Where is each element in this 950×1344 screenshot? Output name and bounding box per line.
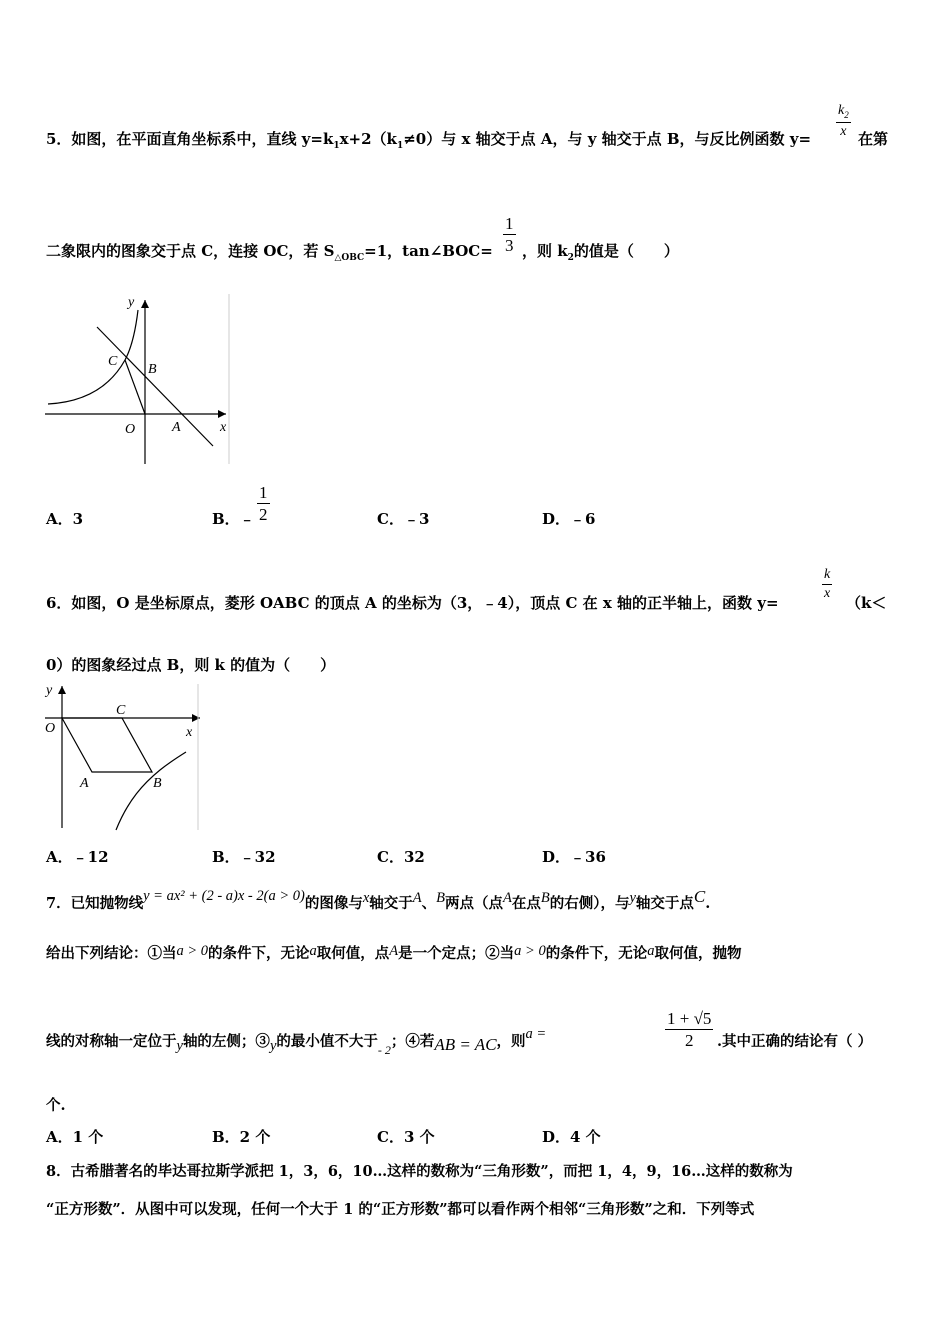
q5-text-5: 二象限内的图象交于点 C，连接 OC，若 S	[46, 242, 335, 260]
q7-text-14: 取何值，抛物	[654, 945, 742, 962]
q5-option-d	[542, 508, 595, 529]
q7-option-c	[377, 1126, 435, 1147]
q7-math-a: a	[309, 943, 317, 959]
q7-line4	[46, 1094, 66, 1115]
q7-option-d	[542, 1126, 601, 1147]
q7-line2	[46, 942, 741, 963]
q6-line1	[46, 592, 779, 613]
q5-line-ab	[97, 327, 213, 446]
q6-x-arrow	[192, 714, 200, 722]
q7-text-20: .其中正确的结论有（ ）	[717, 1033, 873, 1050]
q6-option-a	[46, 846, 109, 867]
q7-var-c: C	[693, 887, 706, 906]
q7-text-15: 线的对称轴一定位于	[46, 1033, 177, 1050]
q5-frac-k2-over-x	[836, 104, 851, 139]
q7-option-c-text: C．3 个	[377, 1128, 435, 1146]
q7-math-a-eq: a =	[525, 1026, 547, 1042]
q5-frac-k2-den: x	[840, 123, 847, 139]
q6-label-o: O	[45, 721, 56, 736]
q5-text-1: 5．如图，在平面直角坐标系中，直线 y=k	[46, 130, 334, 148]
q7-text-11: 取何值，点	[316, 945, 390, 962]
q5-option-b-text: B．﹣	[212, 510, 255, 528]
q5-text-8: 的值是（ ）	[573, 242, 679, 260]
q5-option-d-text: D．﹣6	[542, 510, 596, 528]
q6-label-y: y	[46, 683, 53, 698]
q5-text-6: =1，tan∠BOC=	[364, 242, 493, 260]
q7-text-12: 是一个定点；②当	[398, 945, 515, 962]
q5-label-o: O	[125, 422, 136, 437]
q6-label-c: C	[116, 703, 126, 718]
q5-line2-end	[522, 240, 679, 263]
q5-x-arrow	[218, 410, 226, 418]
q5-sub-3: △OBC	[334, 253, 365, 263]
q5-frac-den: 3	[505, 236, 514, 255]
q7-text-7: 轴交于点	[635, 895, 694, 912]
q5-label-c: C	[108, 354, 118, 369]
q7-var-a2: A	[502, 890, 512, 906]
q5-segment-oc	[125, 360, 145, 414]
q8-line1	[46, 1160, 793, 1181]
q7-text-8: .	[705, 895, 711, 912]
q7-line3	[46, 1026, 547, 1057]
q7-math-a-gt-0: a > 0	[176, 943, 209, 959]
q5-option-c-text: C．﹣3	[377, 510, 430, 528]
q6-option-d-text: D．﹣36	[542, 848, 606, 866]
q5-line2	[46, 240, 493, 263]
q7-option-a	[46, 1126, 103, 1147]
q7-text-5: 在点	[511, 895, 541, 912]
q6-label-b: B	[153, 776, 162, 791]
q7-var-x: x	[362, 890, 370, 906]
q8-line2	[46, 1198, 754, 1219]
q7-var-y: y	[629, 890, 636, 906]
q7-text-3: 轴交于	[369, 895, 413, 912]
q6-option-c-text: C．32	[377, 848, 425, 866]
q6-text-1: 6．如图，O 是坐标原点，菱形 OABC 的顶点 A 的坐标为（3，﹣4），顶点 C 在 x 轴的正半轴上，函数 y=	[46, 594, 779, 612]
q5-option-b	[212, 508, 255, 529]
q7-text-1: 7．已知抛物线	[46, 895, 144, 912]
q6-text-2: （k＜	[846, 594, 887, 612]
q7-text-19: ，则	[496, 1033, 526, 1050]
q5-sub-1: 1	[333, 141, 340, 151]
q5-line1-end	[858, 128, 888, 149]
q5-label-b: B	[148, 362, 157, 377]
q7-var-b1: B	[436, 890, 445, 906]
q6-frac-den: x	[824, 586, 831, 601]
q7-text-21: 个.	[46, 1097, 66, 1114]
q6-rhombus-oabc	[62, 718, 152, 772]
q7-text-18: ；④若	[390, 1033, 435, 1050]
q6-line2	[46, 654, 335, 675]
q6-figure	[40, 680, 210, 835]
q6-option-c	[377, 846, 425, 867]
q6-line1-end	[846, 592, 886, 613]
q7-math-minus-2: - 2	[377, 1043, 391, 1057]
q5-y-arrow	[141, 300, 149, 308]
q7-frac-num: 1 + √5	[667, 1009, 712, 1028]
q7-var-a1: A	[412, 890, 422, 906]
q7-math-a-b: a	[647, 943, 655, 959]
q7-frac-den: 2	[684, 1031, 694, 1050]
q7-math-point-a: A	[389, 943, 399, 959]
q7-frac-golden	[665, 1010, 713, 1049]
q5-option-c	[377, 508, 429, 529]
q7-line1	[46, 887, 711, 913]
q7-math-y2: y	[269, 1038, 277, 1054]
q5-option-a-text: A．3	[46, 510, 84, 528]
q6-option-b	[212, 846, 276, 867]
q5-frac-k2-sub: 2	[844, 109, 849, 120]
q5-line1	[46, 128, 811, 151]
q5-text-7: ，则 k	[522, 242, 568, 260]
q5-option-b-frac	[257, 484, 270, 523]
q5-sub-4: 2	[567, 253, 574, 263]
q5-label-x: x	[220, 420, 227, 435]
q5-sub-2: 1	[396, 141, 404, 151]
q5-text-4: 在第	[858, 130, 889, 148]
q5-hyperbola	[48, 310, 138, 404]
q6-label-a: A	[80, 776, 89, 791]
q7-text-13: 的条件下，无论	[545, 945, 648, 962]
q6-frac-num: k	[822, 568, 832, 585]
q7-text-10: 的条件下，无论	[208, 945, 310, 962]
q5-text-3: ≠0）与 x 轴交于点 A，与 y 轴交于点 B，与反比例函数 y=	[403, 130, 812, 148]
q7-math-a-gt-0-b: a > 0	[514, 943, 546, 959]
q6-option-d	[542, 846, 606, 867]
q5-text-2: x+2（k	[339, 130, 397, 148]
q5-frac-k2-num: k	[838, 103, 845, 118]
q7-sep: 、	[421, 895, 437, 912]
q7-option-b	[212, 1126, 270, 1147]
q7-text-6: 的右侧），与	[549, 895, 630, 912]
q7-option-d-text: D．4 个	[542, 1128, 601, 1146]
q6-frac-k-over-x	[822, 568, 832, 601]
q7-line3-end	[717, 1030, 872, 1051]
q6-label-x: x	[186, 725, 193, 740]
q7-math-y: y	[176, 1038, 183, 1054]
q5-frac-num: 1	[505, 214, 514, 233]
q6-text-3: 0）的图象经过点 B，则 k 的值为（ ）	[46, 656, 336, 674]
q7-option-a-text: A．1 个	[46, 1128, 104, 1146]
q7-text-2: 的图像与	[304, 895, 363, 912]
q7-text-16: 轴的左侧；③	[182, 1033, 270, 1050]
q5-label-y: y	[128, 295, 135, 310]
q5-option-a	[46, 508, 83, 529]
q7-math-ab-eq-ac: AB = AC	[434, 1035, 497, 1054]
q5-label-a: A	[172, 420, 181, 435]
q7-option-b-text: B．2 个	[212, 1128, 271, 1146]
q7-var-b2: B	[540, 890, 550, 906]
q6-option-a-text: A．﹣12	[46, 848, 109, 866]
q6-hyperbola	[116, 752, 186, 830]
q7-text-17: 的最小值不大于	[276, 1033, 378, 1050]
q5-frac-one-third	[503, 215, 516, 254]
q6-y-arrow	[58, 686, 66, 694]
q5-option-b-num: 1	[259, 483, 268, 502]
q6-option-b-text: B．﹣32	[212, 848, 276, 866]
q8-text-1: 8．古希腊著名的毕达哥拉斯学派把 1，3，6，10…这样的数称为“三角形数”，而把 1，4，9，16…这样的数称为	[46, 1163, 793, 1180]
q8-text-2: “正方形数”．从图中可以发现，任何一个大于 1 的“正方形数”都可以看作两个相邻“三角形数”之和．下列等式	[46, 1201, 755, 1218]
q7-equation: y = ax² + (2 - a)x - 2(a > 0)	[143, 888, 305, 904]
q7-text-4: 两点（点	[444, 895, 503, 912]
q5-figure	[40, 292, 235, 470]
q7-text-9: 给出下列结论：①当	[46, 945, 177, 962]
q5-option-b-den: 2	[259, 505, 268, 524]
